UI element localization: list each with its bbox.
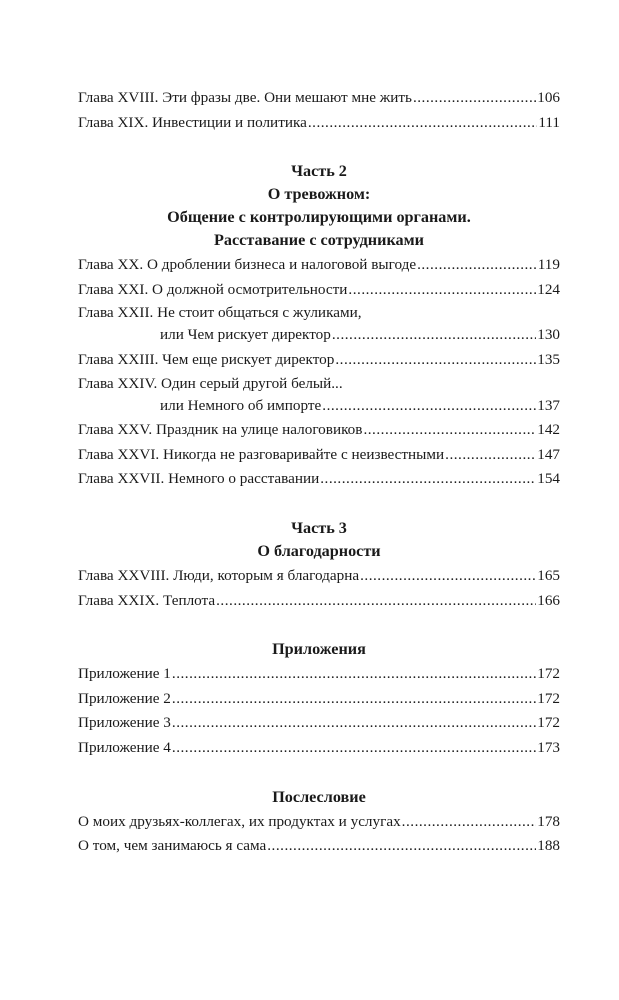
afterword-heading: Послесловие [272, 787, 366, 806]
toc-entry-page: 172 [537, 689, 560, 707]
part3-heading [78, 517, 560, 563]
dot-leader [332, 324, 536, 346]
dot-leader [172, 687, 536, 710]
dot-leader [348, 278, 536, 301]
toc-entry-page: 165 [537, 566, 560, 584]
toc-entry-page: 130 [537, 326, 560, 344]
toc-entry-title: Глава XXII. Не стоит общаться с жуликами, [78, 304, 362, 322]
part2-heading-line: Расставание с сотрудниками [214, 231, 424, 250]
dot-leader [402, 810, 537, 833]
dot-leader [335, 348, 536, 371]
toc-entry-page: 173 [537, 738, 560, 756]
part3-heading-line: Часть 3 [291, 518, 347, 537]
toc-entry-title: Глава XXV. Праздник на улице налоговиков [78, 421, 363, 439]
part2-heading [78, 160, 560, 252]
toc-entry-title: Приложение 1 [78, 665, 171, 683]
toc-entry-title: Глава XXI. О должной осмотрительности [78, 280, 348, 298]
toc-entry[interactable] [78, 348, 560, 371]
toc-entry-title: Глава XXVIII. Люди, которым я благодарна [78, 566, 360, 584]
dot-leader [172, 736, 536, 759]
toc-entry-title: Приложение 3 [78, 714, 171, 732]
toc-entry[interactable] [78, 373, 560, 417]
part3-heading-line: О благодарности [257, 541, 381, 560]
dot-leader [360, 564, 536, 587]
toc-entry-title: Глава XXIX. Теплота [78, 591, 216, 609]
toc-entry-title: Глава XVIII. Эти фразы две. Они мешают мне жить [78, 89, 412, 106]
dot-leader [216, 589, 536, 612]
toc-entry-page: 142 [537, 421, 560, 439]
toc-entry-page: 172 [537, 714, 560, 732]
toc-entry[interactable] [78, 111, 560, 134]
toc-entry-title: О моих друзьях-коллегах, их продуктах и услугах [78, 812, 401, 830]
toc-entry[interactable] [78, 253, 560, 276]
dot-leader [322, 395, 536, 417]
toc-entry[interactable] [78, 86, 560, 109]
dot-leader [445, 443, 536, 466]
part2-heading-line: Общение с контролирующими органами. [167, 208, 471, 227]
dot-leader [308, 111, 538, 134]
toc-entry[interactable] [78, 418, 560, 441]
table-of-contents [78, 86, 560, 859]
dot-leader [172, 662, 536, 685]
toc-entry-title: Глава XXVII. Немного о расставании [78, 470, 320, 488]
toc-entry-title: Глава XX. О дроблении бизнеса и налоговой выгоде [78, 256, 417, 274]
toc-entry-page: 147 [537, 445, 560, 463]
toc-entry-page: 154 [537, 470, 560, 488]
toc-entry-page: 124 [537, 280, 560, 298]
toc-entry-subtitle: или Немного об импорте [160, 396, 322, 414]
toc-entry-page: 188 [537, 837, 560, 855]
toc-entry[interactable] [78, 662, 560, 685]
toc-entry[interactable] [78, 736, 560, 759]
toc-entry-page: 135 [537, 350, 560, 368]
toc-entry-page: 172 [537, 665, 560, 683]
appendices-heading: Приложения [272, 640, 366, 659]
toc-entry-title: О том, чем занимаюсь я сама [78, 837, 267, 855]
toc-entry-page: 106 [537, 89, 560, 106]
toc-entry-title: Приложение 2 [78, 689, 171, 707]
toc-entry-page: 137 [537, 396, 560, 414]
dot-leader [417, 253, 537, 276]
toc-entry-page: 178 [537, 812, 560, 830]
dot-leader [413, 86, 536, 109]
toc-entry-page: 111 [538, 113, 560, 131]
toc-entry-title: Глава XXIV. Один серый другой белый... [78, 374, 343, 392]
toc-entry-title: Глава XXVI. Никогда не разговаривайте с неизвестными [78, 445, 445, 463]
toc-entry-title: Глава XXIII. Чем еще рискует директор [78, 350, 335, 368]
toc-entry-page: 166 [537, 591, 560, 609]
toc-entry[interactable] [78, 278, 560, 301]
toc-entry-title: Глава XIX. Инвестиции и политика [78, 113, 307, 131]
toc-entry-subtitle: или Чем рискует директор [160, 326, 331, 344]
dot-leader [363, 418, 536, 441]
toc-entry[interactable] [78, 564, 560, 587]
toc-entry[interactable] [78, 467, 560, 490]
toc-entry[interactable] [78, 810, 560, 833]
dot-leader [320, 467, 536, 490]
dot-leader [267, 834, 536, 857]
toc-entry[interactable] [78, 834, 560, 857]
toc-entry[interactable] [78, 589, 560, 612]
toc-entry-page: 119 [537, 256, 560, 274]
toc-entry[interactable] [78, 687, 560, 710]
toc-entry[interactable] [78, 302, 560, 346]
part2-heading-line: О тревожном: [267, 185, 371, 204]
toc-entry-title: Приложение 4 [78, 738, 171, 756]
dot-leader [172, 711, 536, 734]
toc-entry[interactable] [78, 711, 560, 734]
part2-heading-line: Часть 2 [291, 162, 347, 181]
toc-entry[interactable] [78, 443, 560, 466]
